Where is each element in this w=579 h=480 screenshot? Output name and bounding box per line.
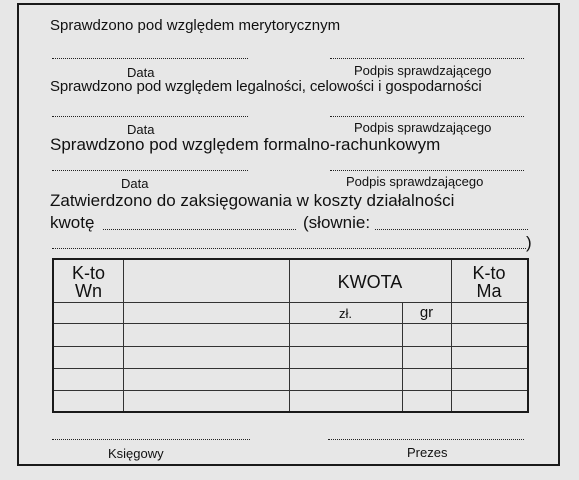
- gr-subheader: gr: [419, 304, 434, 321]
- section-3-date-label: Data: [121, 176, 149, 191]
- approval-closing-paren: ): [526, 233, 532, 252]
- section-2-date-label: Data: [127, 122, 155, 137]
- col-divider-1: [123, 260, 124, 411]
- section-1-date-label: Data: [127, 65, 155, 80]
- section-1-date-line: [52, 58, 248, 59]
- approval-line-1: Zatwierdzono do zaksięgowania w koszty działalności: [50, 191, 455, 210]
- row-line-2: [54, 346, 527, 347]
- row-line-3: [54, 368, 527, 369]
- row-line-4: [54, 390, 527, 391]
- section-2-heading: Sprawdzono pod względem legalności, celowości i gospodarności: [50, 78, 482, 95]
- zl-subheader: zł.: [339, 306, 352, 321]
- row-line-1: [54, 323, 527, 324]
- section-3-heading: Sprawdzono pod względem formalno-rachunkowym: [50, 135, 441, 154]
- president-label: Prezes: [407, 445, 448, 460]
- accountant-signature-line: [52, 439, 250, 440]
- accountant-label: Księgowy: [108, 446, 164, 461]
- accounting-table: [52, 258, 529, 413]
- section-2-signature-line: [330, 116, 524, 117]
- approval-amount-label: kwotę: [50, 213, 95, 232]
- section-2-signature-label: Podpis sprawdzającego: [354, 120, 492, 135]
- header-bottom-line: [54, 302, 527, 303]
- kto-wn-line-2: Wn: [75, 281, 102, 301]
- kto-wn-line-1: K-to: [71, 263, 105, 283]
- section-2-date-line: [52, 116, 248, 117]
- approval-amount-line: [103, 229, 296, 230]
- section-1-heading: Sprawdzono pod względem merytorycznym: [50, 17, 341, 34]
- section-1-signature-label: Podpis sprawdzającego: [354, 63, 492, 78]
- kto-ma-header: [451, 264, 527, 300]
- approval-words-label: (słownie:: [303, 213, 371, 232]
- kwota-header: KWOTA: [337, 272, 403, 292]
- kto-wn-header: [54, 264, 123, 300]
- approval-words-line-2: [52, 248, 526, 249]
- president-signature-line: [328, 439, 524, 440]
- section-3-date-line: [52, 170, 248, 171]
- approval-words-line: [375, 229, 528, 230]
- kto-ma-line-1: K-to: [472, 263, 506, 283]
- kto-ma-line-2: Ma: [476, 281, 502, 301]
- section-1-signature-line: [330, 58, 524, 59]
- section-3-signature-label: Podpis sprawdzającego: [346, 174, 484, 189]
- section-3-signature-line: [330, 170, 524, 171]
